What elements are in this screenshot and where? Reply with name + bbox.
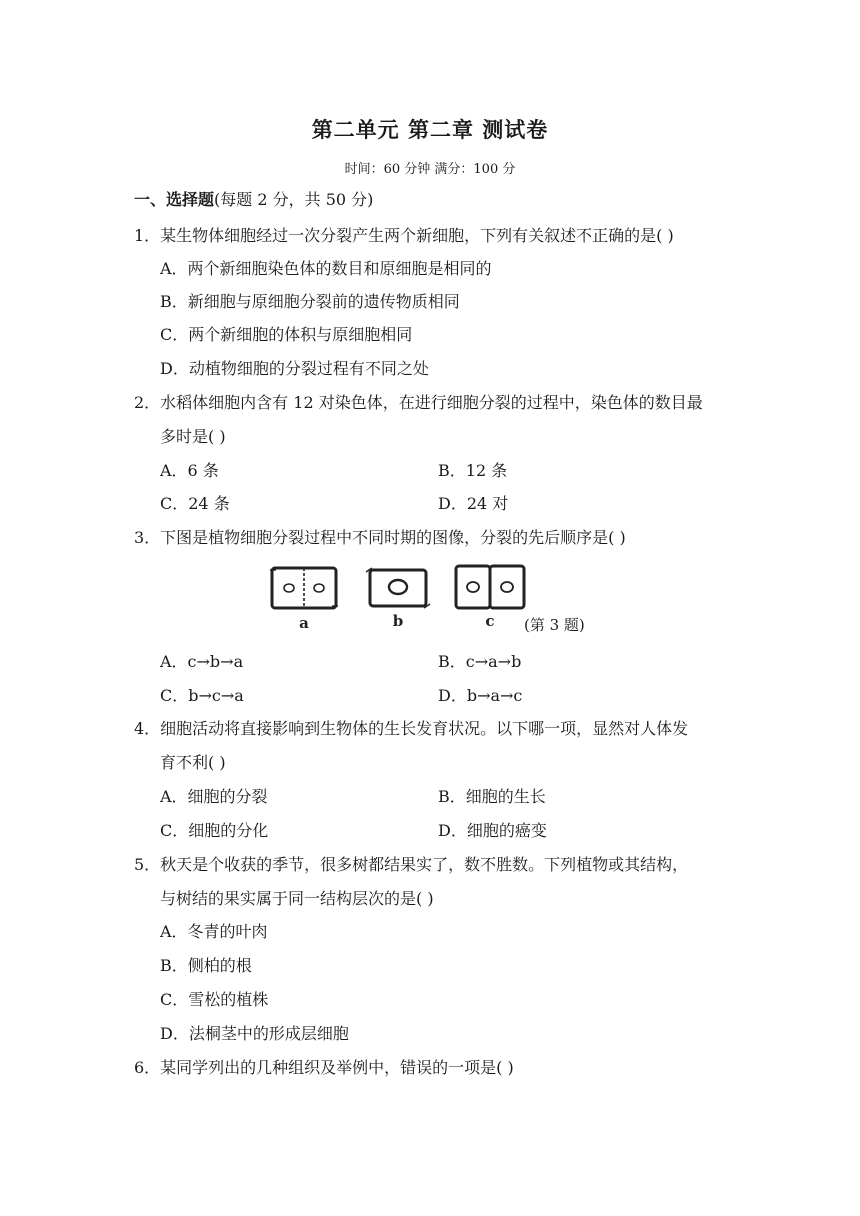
cell-division-figure — [268, 560, 538, 632]
question-1-option-d: D．动植物细胞的分裂过程有不同之处 — [160, 359, 429, 378]
question-5-option-c: C．雪松的植株 — [160, 990, 269, 1009]
question-1-stem: 1．某生物体细胞经过一次分裂产生两个新细胞，下列有关叙述不正确的是( ) — [134, 226, 674, 245]
section-note: (每题 2 分，共 50 分) — [214, 190, 374, 209]
cell-a-diagram — [270, 568, 338, 608]
page-title: 第二单元 第二章 测试卷 — [311, 118, 549, 142]
question-4-option-a: A．细胞的分裂 — [160, 787, 268, 806]
question-3-option-d: D．b→a→c — [438, 686, 523, 705]
question-3-option-b: B．c→a→b — [438, 652, 522, 671]
question-3-stem: 3．下图是植物细胞分裂过程中不同时期的图像，分裂的先后顺序是( ) — [134, 528, 626, 547]
question-1-option-a: A．两个新细胞染色体的数目和原细胞是相同的 — [160, 259, 492, 278]
question-4-stem-cont: 育不利( ) — [160, 753, 226, 772]
section-title: 一、选择题 — [134, 190, 215, 209]
figure-label-b: b — [392, 612, 404, 630]
question-2-option-a: A．6 条 — [160, 461, 219, 480]
question-4-stem: 4．细胞活动将直接影响到生物体的生长发育状况。以下哪一项，显然对人体发 — [134, 719, 689, 738]
question-2-option-b: B．12 条 — [438, 461, 508, 480]
question-2-option-d: D．24 对 — [438, 494, 509, 513]
question-2-stem-cont: 多时是( ) — [160, 427, 226, 446]
exam-info: 时间：60 分钟 满分：100 分 — [344, 162, 516, 177]
question-5-option-b: B．侧柏的根 — [160, 956, 252, 975]
question-3-option-c: C．b→c→a — [160, 686, 244, 705]
question-3-option-a: A．c→b→a — [160, 652, 244, 671]
question-4-option-c: C．细胞的分化 — [160, 821, 269, 840]
question-1-option-b: B．新细胞与原细胞分裂前的遗传物质相同 — [160, 292, 460, 311]
cell-c-diagram — [456, 566, 524, 608]
figure-caption: (第 3 题) — [524, 616, 585, 634]
cell-b-diagram — [366, 568, 430, 608]
question-5-option-d: D．法桐茎中的形成层细胞 — [160, 1024, 349, 1043]
question-1-option-c: C．两个新细胞的体积与原细胞相同 — [160, 325, 413, 344]
question-6-stem: 6．某同学列出的几种组织及举例中，错误的一项是( ) — [134, 1058, 514, 1077]
question-4-option-b: B．细胞的生长 — [438, 787, 546, 806]
figure-label-c: c — [485, 612, 495, 630]
figure-label-a: a — [299, 614, 309, 632]
question-2-stem: 2．水稻体细胞内含有 12 对染色体，在进行细胞分裂的过程中，染色体的数目最 — [134, 393, 703, 412]
question-5-stem: 5．秋天是个收获的季节，很多树都结果实了，数不胜数。下列植物或其结构， — [134, 855, 689, 874]
question-4-option-d: D．细胞的癌变 — [438, 821, 547, 840]
question-5-stem-cont: 与树结的果实属于同一结构层次的是( ) — [160, 889, 434, 908]
question-5-option-a: A．冬青的叶肉 — [160, 922, 268, 941]
question-2-option-c: C．24 条 — [160, 494, 230, 513]
section-heading — [134, 189, 373, 211]
